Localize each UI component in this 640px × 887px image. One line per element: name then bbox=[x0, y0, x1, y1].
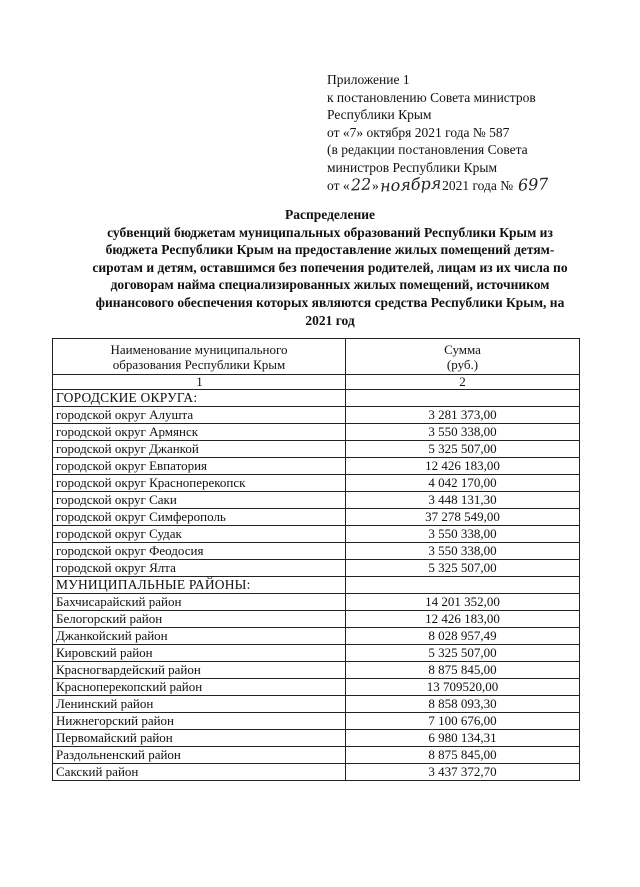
subvention-amount: 6 980 134,31 bbox=[346, 730, 580, 747]
subvention-amount: 3 550 338,00 bbox=[346, 424, 580, 441]
appendix-header bbox=[327, 71, 549, 195]
date-separator: » bbox=[371, 178, 379, 193]
subvention-amount: 8 875 845,00 bbox=[346, 662, 580, 679]
subvention-amount: 3 437 372,70 bbox=[346, 764, 580, 781]
municipality-name: Ленинский район bbox=[53, 696, 346, 713]
header-text: (руб.) bbox=[446, 357, 479, 372]
date-middle: 2021 года № bbox=[442, 178, 514, 193]
section-title: ГОРОДСКИЕ ОКРУГА: bbox=[53, 390, 346, 407]
table-row bbox=[53, 747, 580, 764]
municipality-name: городской округ Евпатория bbox=[53, 458, 346, 475]
subvention-amount: 8 858 093,30 bbox=[346, 696, 580, 713]
subvention-amount: 4 042 170,00 bbox=[346, 475, 580, 492]
municipality-name: Красногвардейский район bbox=[53, 662, 346, 679]
appendix-line: Республики Крым bbox=[327, 107, 432, 122]
municipality-name: городской округ Симферополь bbox=[53, 509, 346, 526]
subvention-amount: 37 278 549,00 bbox=[346, 509, 580, 526]
municipality-name: городской округ Ялта bbox=[53, 560, 346, 577]
municipality-name: Сакский район bbox=[53, 764, 346, 781]
subvention-amount: 7 100 676,00 bbox=[346, 713, 580, 730]
table-row bbox=[53, 560, 580, 577]
section-amount-empty bbox=[346, 390, 580, 407]
subvention-amount: 12 426 183,00 bbox=[346, 458, 580, 475]
municipality-name: городской округ Феодосия bbox=[53, 543, 346, 560]
municipality-name: Первомайский район bbox=[53, 730, 346, 747]
municipality-name: городской округ Саки bbox=[53, 492, 346, 509]
municipality-name: городской округ Алушта bbox=[53, 407, 346, 424]
table-row bbox=[53, 764, 580, 781]
municipality-name: Кировский район bbox=[53, 645, 346, 662]
date-prefix: от « bbox=[327, 178, 350, 193]
section-amount-empty bbox=[346, 577, 580, 594]
header-amount bbox=[346, 339, 580, 375]
municipality-name: Белогорский район bbox=[53, 611, 346, 628]
table-row bbox=[53, 492, 580, 509]
document-title bbox=[82, 206, 578, 329]
subvention-amount: 13 709520,00 bbox=[346, 679, 580, 696]
header-municipality bbox=[53, 339, 346, 375]
table-row bbox=[53, 730, 580, 747]
distribution-table bbox=[52, 338, 580, 781]
municipality-name: городской округ Джанкой bbox=[53, 441, 346, 458]
subvention-amount: 12 426 183,00 bbox=[346, 611, 580, 628]
appendix-line: к постановлению Совета министров bbox=[327, 89, 536, 105]
municipality-name: городской округ Армянск bbox=[53, 424, 346, 441]
table-row bbox=[53, 475, 580, 492]
handwritten-number: 697 bbox=[517, 174, 549, 195]
appendix-line: от «7» октября 2021 года № 587 bbox=[327, 124, 510, 140]
subvention-amount: 5 325 507,00 bbox=[346, 560, 580, 577]
table-row bbox=[53, 679, 580, 696]
appendix-line: министров Республики Крым bbox=[327, 159, 497, 175]
municipality-name: Раздольненский район bbox=[53, 747, 346, 764]
municipality-name: городской округ Красноперекопск bbox=[53, 475, 346, 492]
table-row bbox=[53, 424, 580, 441]
column-number: 1 bbox=[53, 375, 346, 390]
subvention-amount: 8 028 957,49 bbox=[346, 628, 580, 645]
section-row bbox=[53, 577, 580, 594]
municipality-name: Бахчисарайский район bbox=[53, 594, 346, 611]
table-row bbox=[53, 441, 580, 458]
municipality-name: Нижнегорский район bbox=[53, 713, 346, 730]
subvention-amount: 3 550 338,00 bbox=[346, 543, 580, 560]
appendix-line: (в редакции постановления Совета bbox=[327, 142, 528, 157]
subvention-amount: 5 325 507,00 bbox=[346, 645, 580, 662]
subvention-amount: 3 550 338,00 bbox=[346, 526, 580, 543]
subvention-amount: 5 325 507,00 bbox=[346, 441, 580, 458]
header-text: образования Республики Крым bbox=[112, 357, 286, 372]
table-row bbox=[53, 696, 580, 713]
appendix-line: Приложение 1 bbox=[327, 72, 410, 87]
handwritten-month: ноября bbox=[379, 173, 442, 196]
table-row bbox=[53, 407, 580, 424]
appendix-date-line bbox=[327, 173, 549, 196]
table-row bbox=[53, 526, 580, 543]
subvention-amount: 14 201 352,00 bbox=[346, 594, 580, 611]
table-row bbox=[53, 611, 580, 628]
handwritten-day: 22 bbox=[350, 174, 372, 195]
header-text: Сумма bbox=[444, 342, 481, 357]
header-text: Наименование муниципального bbox=[110, 342, 288, 357]
title-body: субвенций бюджетам муниципальных образований Республики Крым из бюджета Республики Крым на предоставление жилых помещений детям-сиротам и детям, оставшимся без попечения родителей, лицам из их числа по договорам найма специализированных жилых помещений, источником финансового обеспечения которых являются средства Республики Крым, на 2021 год bbox=[92, 224, 568, 328]
table-row bbox=[53, 458, 580, 475]
municipality-name: Джанкойский район bbox=[53, 628, 346, 645]
municipality-name: Красноперекопский район bbox=[53, 679, 346, 696]
column-number-row bbox=[53, 375, 580, 390]
subvention-amount: 8 875 845,00 bbox=[346, 747, 580, 764]
subvention-amount: 3 281 373,00 bbox=[346, 407, 580, 424]
section-title: МУНИЦИПАЛЬНЫЕ РАЙОНЫ: bbox=[53, 577, 346, 594]
section-row bbox=[53, 390, 580, 407]
column-number: 2 bbox=[346, 375, 580, 390]
table-header-row bbox=[53, 339, 580, 375]
table-row bbox=[53, 662, 580, 679]
municipality-name: городской округ Судак bbox=[53, 526, 346, 543]
table-row bbox=[53, 594, 580, 611]
subvention-amount: 3 448 131,30 bbox=[346, 492, 580, 509]
table-row bbox=[53, 713, 580, 730]
table-row bbox=[53, 628, 580, 645]
table-row bbox=[53, 509, 580, 526]
table-row bbox=[53, 645, 580, 662]
title-heading: Распределение bbox=[284, 207, 376, 222]
table-row bbox=[53, 543, 580, 560]
